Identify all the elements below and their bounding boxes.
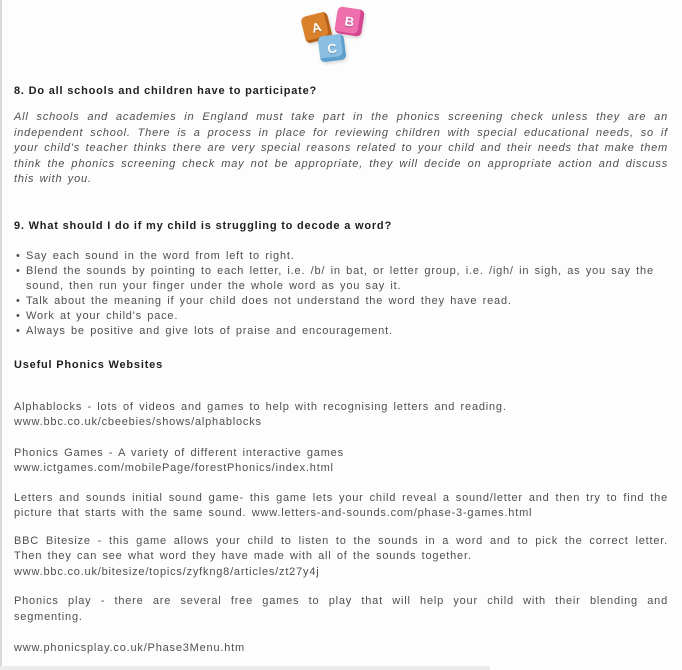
question-8-answer: All schools and academies in England must take part in the phonics screening check unless they are an independent school. There is a process in place for reviewing children with special educational needs, so if your child's teacher thinks there are very special reasons related to your child and their needs that make them think the phonics screening check may not be appropriate, they will decide on appropriate action and discuss this with you. bbox=[14, 111, 668, 185]
website-url[interactable]: www.phonicsplay.co.uk/Phase3Menu.htm bbox=[14, 642, 245, 654]
bullet-icon: • bbox=[16, 309, 21, 322]
bullet-text: Say each sound in the word from left to right. bbox=[26, 249, 295, 262]
block-a-letter: A bbox=[310, 19, 323, 36]
bullet-text: Blend the sounds by pointing to each letter, i.e. /b/ in bat, or letter group, i.e. /igh/ in sigh, as you say the sound, then run your finger under the whole word as you say it. bbox=[26, 264, 654, 292]
website-description: Phonics Games - A variety of different interactive games bbox=[14, 446, 344, 459]
bullet-icon: • bbox=[16, 294, 21, 307]
website-url[interactable]: www.ictgames.com/mobilePage/forestPhonics/index.html bbox=[14, 462, 334, 474]
page-content bbox=[14, 0, 668, 657]
abc-blocks-image bbox=[14, 4, 668, 66]
list-item bbox=[14, 294, 668, 309]
website-entry-letters-and-sounds bbox=[14, 491, 668, 522]
question-8-heading: 8. Do all schools and children have to participate? bbox=[14, 85, 318, 97]
website-description: BBC Bitesize - this game allows your child to listen to the sounds in a word and to pick the correct letter. Then they can see what word they have made with all of the sounds together. bbox=[14, 534, 668, 562]
toy-block-c-icon bbox=[318, 34, 347, 63]
block-b-letter: B bbox=[343, 13, 356, 30]
useful-websites-heading: Useful Phonics Websites bbox=[14, 358, 164, 371]
page-left-edge-divider bbox=[0, 0, 2, 670]
bullet-icon: • bbox=[16, 264, 21, 277]
website-entry-phonics-games bbox=[14, 446, 668, 477]
website-url[interactable]: www.bbc.co.uk/cbeebies/shows/alphablocks bbox=[14, 416, 262, 428]
bullet-icon: • bbox=[16, 249, 21, 262]
website-entry-phonics-play bbox=[14, 594, 668, 657]
block-c-letter: C bbox=[326, 39, 338, 57]
toy-block-b-icon bbox=[334, 6, 365, 37]
website-url[interactable]: www.bbc.co.uk/bitesize/topics/zyfkng8/articles/zt27y4j bbox=[14, 565, 320, 578]
website-entry-bbc-bitesize bbox=[14, 534, 668, 581]
list-item bbox=[14, 324, 668, 339]
question-9-heading: 9. What should I do if my child is struggling to decode a word? bbox=[14, 219, 392, 232]
website-description: Phonics play - there are several free games to play that will help your child with their blending and segmenting. bbox=[14, 595, 668, 623]
question-9-tips-list bbox=[14, 249, 668, 339]
website-description: Letters and sounds initial sound game- this game lets your child reveal a sound/letter and then try to find the picture that starts with the same sound. bbox=[14, 491, 668, 519]
bullet-text: Talk about the meaning if your child does not understand the word they have read. bbox=[26, 294, 512, 307]
website-url[interactable]: www.letters-and-sounds.com/phase-3-games.html bbox=[251, 507, 533, 519]
list-item bbox=[14, 264, 668, 294]
bullet-text: Work at your child's pace. bbox=[26, 309, 179, 322]
list-item bbox=[14, 249, 668, 264]
bullet-icon: • bbox=[16, 324, 21, 337]
list-item bbox=[14, 309, 668, 324]
website-description: Alphablocks - lots of videos and games to help with recognising letters and reading. bbox=[14, 400, 507, 413]
bullet-text: Always be positive and give lots of praise and encouragement. bbox=[26, 324, 393, 337]
website-entry-alphablocks bbox=[14, 400, 668, 431]
page-bottom-edge-divider bbox=[0, 666, 490, 670]
